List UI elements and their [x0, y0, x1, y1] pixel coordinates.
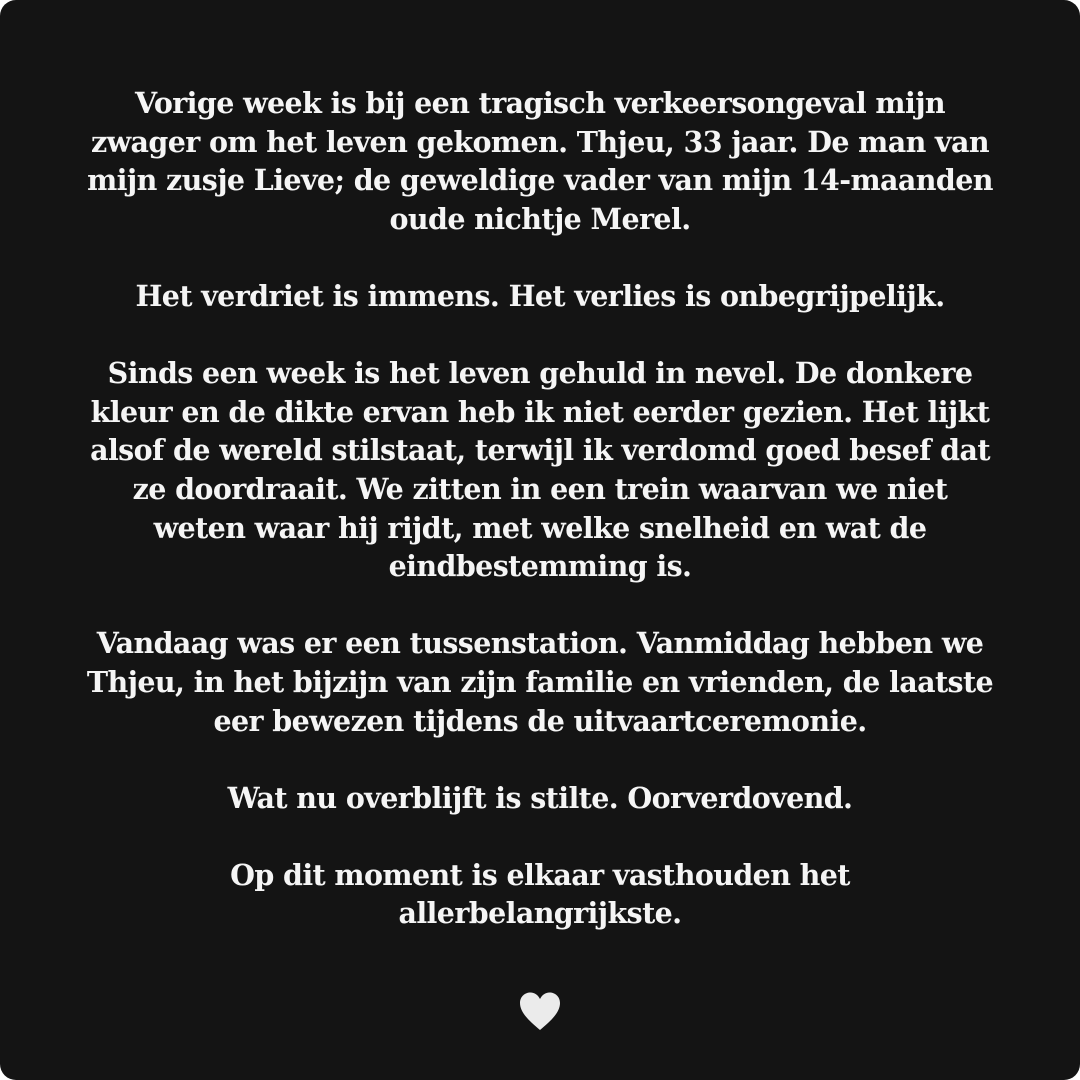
text-line: Wat nu overblijft is stilte. Oorverdovend. — [227, 780, 853, 815]
paragraph-5 — [0, 779, 1080, 818]
text-line: Op dit moment is elkaar vasthouden het — [230, 857, 850, 892]
text-line: eer bewezen tijdens de uitvaartceremonie. — [213, 703, 867, 738]
paragraph-4 — [0, 624, 1080, 740]
text-line: oude nichtje Merel. — [389, 201, 691, 236]
text-line: ze doordraait. We zitten in een trein waarvan we niet — [132, 471, 948, 506]
text-line: Thjeu, in het bijzijn van zijn familie en vrienden, de laatste — [86, 664, 994, 699]
text-line: Sinds een week is het leven gehuld in nevel. De donkere — [107, 356, 973, 391]
text-line: alsof de wereld stilstaat, terwijl ik verdomd goed besef dat — [90, 433, 990, 468]
text-line: mijn zusje Lieve; de geweldige vader van mijn 14-maanden — [87, 163, 993, 198]
text-line: eindbestemming is. — [388, 549, 692, 584]
text-line: weten waar hij rijdt, met welke snelheid en wat de — [153, 510, 927, 545]
text-line: zwager om het leven gekomen. Thjeu, 33 jaar. De man van — [91, 124, 989, 159]
text-line: kleur en de dikte ervan heb ik niet eerder gezien. Het lijkt — [90, 394, 990, 429]
paragraph-3 — [0, 354, 1080, 586]
white-heart-icon — [519, 992, 561, 1032]
paragraph-2 — [0, 277, 1080, 316]
paragraph-1 — [0, 84, 1080, 238]
text-line: Vorige week is bij een tragisch verkeersongeval mijn — [134, 86, 946, 120]
text-line: Het verdriet is immens. Het verlies is onbegrijpelijk. — [135, 278, 945, 313]
text-line: allerbelangrijkste. — [398, 896, 682, 931]
post-text — [0, 84, 1080, 972]
text-line: Vandaag was er een tussenstation. Vanmiddag hebben we — [96, 626, 984, 661]
paragraph-6 — [0, 856, 1080, 933]
